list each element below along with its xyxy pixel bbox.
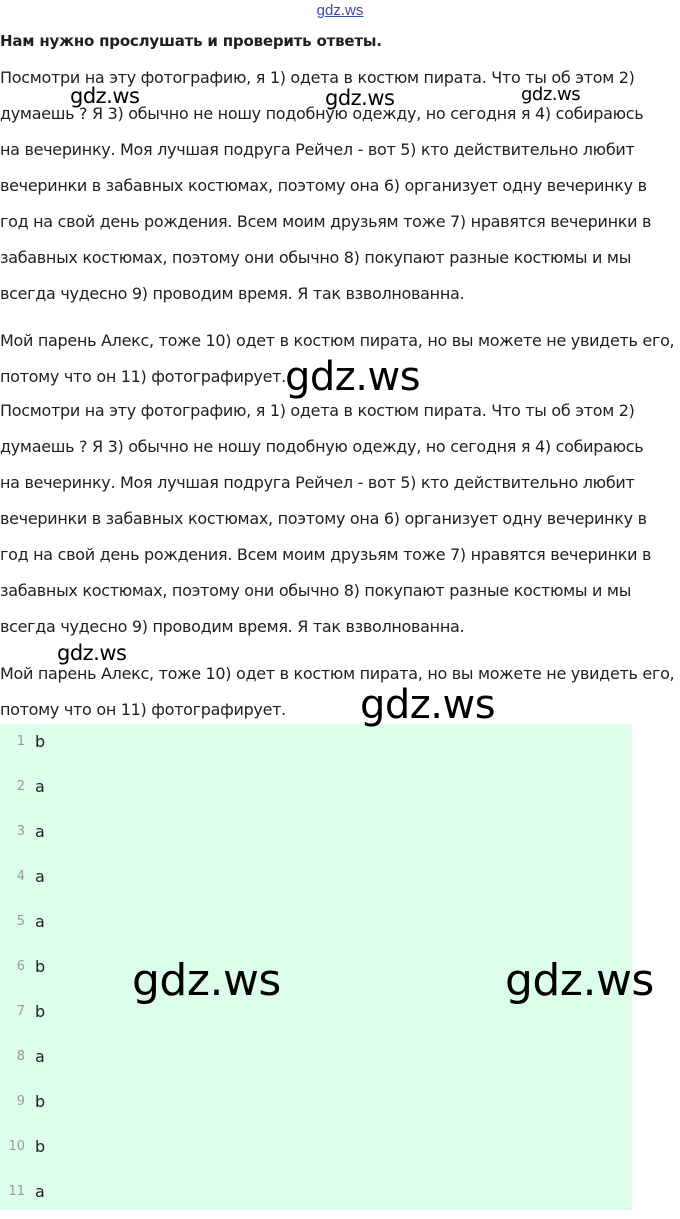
answer-value: b <box>35 957 46 976</box>
site-watermark-link[interactable]: gdz.ws <box>316 2 364 19</box>
text-line: Посмотри на эту фотографию, я 1) одета в костюм пирата. Что ты об этом 2) <box>0 68 635 87</box>
text-line: потому что он 11) фотографирует. <box>0 367 286 386</box>
answer-row <box>0 1174 632 1219</box>
answer-value: a <box>35 1047 45 1066</box>
paragraph-text-3 <box>0 393 680 645</box>
text-line: вечеринки в забавных костюмах, поэтому она 6) организует одну вечеринку в <box>0 176 647 195</box>
line-number: 5 <box>16 914 25 929</box>
watermark: gdz.ws <box>505 955 654 1006</box>
text-line: забавных костюмах, поэтому они обычно 8) покупают разные костюмы и мы <box>0 248 632 267</box>
text-line: забавных костюмах, поэтому они обычно 8) покупают разные костюмы и мы <box>0 581 632 600</box>
text-line: год на свой день рождения. Всем моим друзьям тоже 7) нравятся вечеринки в <box>0 212 652 231</box>
text-line: Мой парень Алекс, тоже 10) одет в костюм пирата, но вы можете не увидеть его, <box>0 664 675 683</box>
answer-row <box>0 769 632 814</box>
line-number: 3 <box>16 824 25 839</box>
line-number: 7 <box>16 1004 25 1019</box>
answer-value: b <box>35 1002 46 1021</box>
line-number: 4 <box>16 869 25 884</box>
text-line: на вечеринку. Моя лучшая подруга Рейчел - вот 5) кто действительно любит <box>0 140 635 159</box>
answer-row <box>0 814 632 859</box>
text-line: вечеринки в забавных костюмах, поэтому она 6) организует одну вечеринку в <box>0 509 647 528</box>
line-number: 8 <box>16 1049 25 1064</box>
watermark: gdz.ws <box>360 682 496 728</box>
answer-row <box>0 1039 632 1084</box>
watermark: gdz.ws <box>325 86 395 110</box>
page-heading: Нам нужно прослушать и проверить ответы. <box>0 32 382 50</box>
answer-row <box>0 724 632 769</box>
watermark: gdz.ws <box>285 354 421 400</box>
line-number: 11 <box>8 1184 25 1199</box>
watermark: gdz.ws <box>70 84 140 108</box>
line-number: 2 <box>16 779 25 794</box>
answer-value: a <box>35 1182 45 1201</box>
text-line: Посмотри на эту фотографию, я 1) одета в костюм пирата. Что ты об этом 2) <box>0 401 635 420</box>
watermark: gdz.ws <box>57 641 127 665</box>
answer-row <box>0 859 632 904</box>
text-line: думаешь ? Я 3) обычно не ношу подобную одежду, но сегодня я 4) собираюсь <box>0 437 644 456</box>
line-number: 1 <box>16 734 25 749</box>
text-line: думаешь ? Я 3) обычно не ношу подобную одежду, но сегодня я 4) собираюсь <box>0 104 644 123</box>
answer-row <box>0 904 632 949</box>
line-number: 6 <box>16 959 25 974</box>
answer-row <box>0 1084 632 1129</box>
text-line: всегда чудесно 9) проводим время. Я так взволнованна. <box>0 284 465 303</box>
answer-value: a <box>35 777 45 796</box>
watermark: gdz.ws <box>132 955 281 1006</box>
answer-value: b <box>35 732 46 751</box>
paragraph-text-4 <box>0 656 680 728</box>
line-number: 10 <box>8 1139 25 1154</box>
answer-value: b <box>35 1092 46 1111</box>
answer-row <box>0 1129 632 1174</box>
watermark: gdz.ws <box>521 84 581 105</box>
answer-value: a <box>35 822 45 841</box>
text-line: на вечеринку. Моя лучшая подруга Рейчел - вот 5) кто действительно любит <box>0 473 635 492</box>
answer-value: b <box>35 1137 46 1156</box>
line-number: 9 <box>16 1094 25 1109</box>
answer-value: a <box>35 912 45 931</box>
text-line: Мой парень Алекс, тоже 10) одет в костюм пирата, но вы можете не увидеть его, <box>0 331 675 350</box>
text-line: потому что он 11) фотографирует. <box>0 700 286 719</box>
answer-value: a <box>35 867 45 886</box>
text-line: всегда чудесно 9) проводим время. Я так взволнованна. <box>0 617 465 636</box>
text-line: год на свой день рождения. Всем моим друзьям тоже 7) нравятся вечеринки в <box>0 545 652 564</box>
